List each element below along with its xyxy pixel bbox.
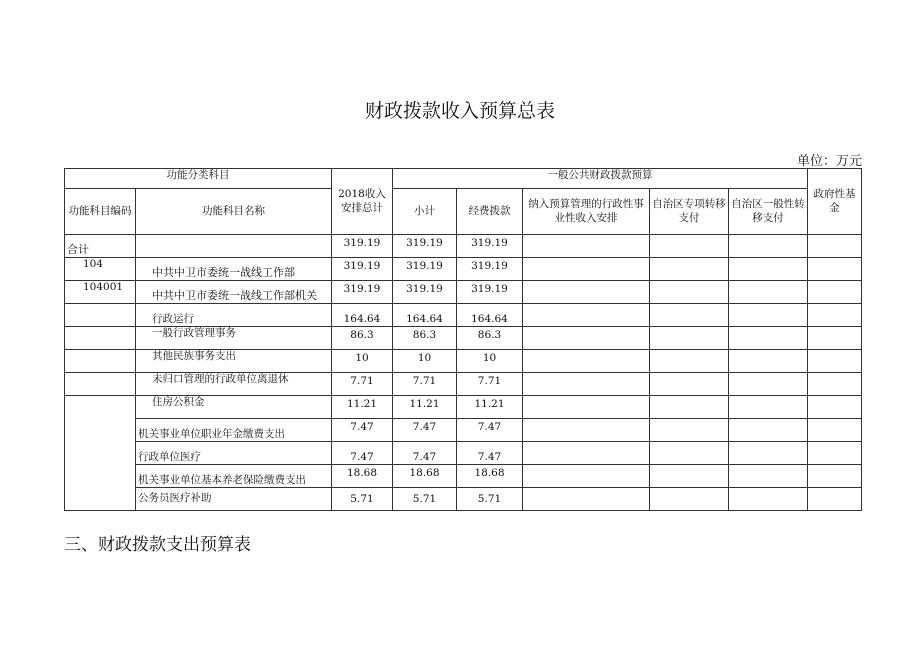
header-func-code: 功能科目编码 [65,189,136,235]
row-subtotal: 319.19 [393,235,457,258]
row-name: 机关事业单位基本养老保险缴费支出 [136,465,332,488]
row-funding: 164.64 [457,304,523,327]
row-subtotal: 7.47 [393,419,457,442]
header-subtotal: 小计 [393,189,457,235]
row-total: 86.3 [332,327,393,350]
table-row [65,396,862,419]
row-total: 7.47 [332,442,393,465]
row-total: 5.71 [332,488,393,511]
table-row [65,488,862,511]
budget-table [64,168,862,511]
header-total: 2018收入安排总计 [332,169,393,235]
row-total: 164.64 [332,304,393,327]
row-subtotal: 18.68 [393,465,457,488]
row-total: 7.71 [332,373,393,396]
table-row [65,373,862,396]
header-general-transfer: 自治区一般性转移支付 [729,189,808,235]
row-code: 104001 [65,281,136,304]
row-funding: 319.19 [457,235,523,258]
row-name: 中共中卫市委统一战线工作部机关 [136,281,332,304]
row-code: 104 [65,258,136,281]
header-func-category: 功能分类科目 [65,169,332,189]
row-name: 行政单位医疗 [136,442,332,465]
header-gov-fund: 政府性基金 [808,169,862,235]
table-row [65,465,862,488]
table-row [65,304,862,327]
table-row [65,281,862,304]
row-name: 其他民族事务支出 [136,350,332,373]
row-total: 18.68 [332,465,393,488]
table-row [65,442,862,465]
section-heading: 三、财政拨款支出预算表 [64,535,251,555]
table-row [65,419,862,442]
row-name: 行政运行 [136,304,332,327]
row-total: 10 [332,350,393,373]
row-total: 319.19 [332,235,393,258]
row-funding: 18.68 [457,465,523,488]
row-funding: 11.21 [457,396,523,419]
row-subtotal: 7.71 [393,373,457,396]
row-subtotal: 11.21 [393,396,457,419]
table-row [65,258,862,281]
row-funding: 86.3 [457,327,523,350]
row-total: 319.19 [332,258,393,281]
row-funding: 7.47 [457,442,523,465]
page-title: 财政拨款收入预算总表 [364,100,555,122]
row-total: 319.19 [332,281,393,304]
row-funding: 7.71 [457,373,523,396]
row-funding: 319.19 [457,258,523,281]
row-name: 未归口管理的行政单位离退休 [136,373,332,396]
row-subtotal: 319.19 [393,281,457,304]
row-name: 机关事业单位职业年金缴费支出 [136,419,332,442]
header-admin-income: 纳入预算管理的行政性事业性收入安排 [523,189,650,235]
header-func-name: 功能科目名称 [136,189,332,235]
table-row [65,235,862,258]
row-code: 合计 [65,235,136,258]
row-subtotal: 164.64 [393,304,457,327]
row-name: 中共中卫市委统一战线工作部 [136,258,332,281]
row-name: 公务员医疗补助 [136,488,332,511]
table-row [65,327,862,350]
header-funding: 经费拨款 [457,189,523,235]
row-total: 7.47 [332,419,393,442]
row-name: 住房公积金 [136,396,332,419]
row-funding: 319.19 [457,281,523,304]
row-name: 一般行政管理事务 [136,327,332,350]
row-subtotal: 5.71 [393,488,457,511]
header-special-transfer: 自治区专项转移支付 [650,189,729,235]
table-row [65,350,862,373]
row-funding: 7.47 [457,419,523,442]
row-funding: 5.71 [457,488,523,511]
row-subtotal: 7.47 [393,442,457,465]
unit-label: 单位：万元 [796,154,862,169]
row-subtotal: 319.19 [393,258,457,281]
row-subtotal: 86.3 [393,327,457,350]
row-funding: 10 [457,350,523,373]
row-subtotal: 10 [393,350,457,373]
row-total: 11.21 [332,396,393,419]
row-name [136,235,332,258]
header-general-budget: 一般公共财政拨款预算 [393,169,808,189]
